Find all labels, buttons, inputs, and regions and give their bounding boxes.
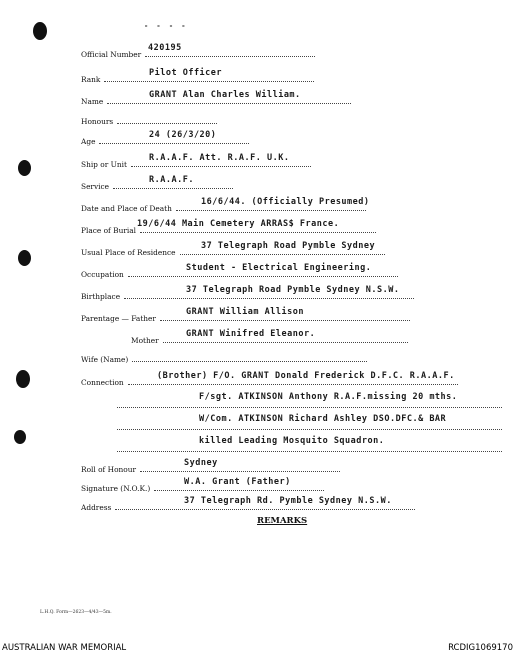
field-value: 19/6/44 Main Cemetery ARRAS$ France. bbox=[137, 219, 340, 229]
field-label: Usual Place of Residence bbox=[81, 248, 176, 257]
field-value: Student - Electrical Engineering. bbox=[186, 263, 372, 273]
field-service bbox=[81, 176, 496, 189]
field-place-of-burial bbox=[81, 220, 496, 233]
field-label: Connection bbox=[81, 378, 124, 387]
footer-bar bbox=[0, 640, 516, 654]
field-label: Honours bbox=[81, 117, 114, 126]
field-value: killed Leading Mosquito Squadron. bbox=[199, 436, 385, 446]
field-value: F/sgt. ATKINSON Anthony R.A.F.missing 20 mths. bbox=[199, 392, 458, 402]
field-label: Official Number bbox=[81, 50, 142, 59]
field-value: 24 (26/3/20) bbox=[149, 130, 217, 140]
field-label: Service bbox=[81, 182, 110, 191]
field-value: (Brother) F/O. GRANT Donald Frederick D.F.C. R.A.A.F. bbox=[157, 371, 455, 381]
field-address bbox=[81, 497, 496, 510]
field-connection bbox=[81, 372, 496, 385]
field-value: 37 Telegraph Rd. Pymble Sydney N.S.W. bbox=[184, 496, 392, 506]
field-age bbox=[81, 131, 496, 144]
punch-hole bbox=[18, 250, 31, 266]
form-footnote: L.H.Q. Form—2623—4/43—5m. bbox=[40, 610, 112, 615]
field-label: Parentage — Father bbox=[81, 314, 156, 323]
footer-id: RCDIG1069170 bbox=[448, 643, 513, 653]
field-value: GRANT William Allison bbox=[186, 307, 304, 317]
field-wife bbox=[81, 349, 496, 362]
field-value: W/Com. ATKINSON Richard Ashley DSO.DFC.& BAR bbox=[199, 414, 447, 424]
connection-line bbox=[117, 416, 502, 430]
field-value: R.A.A.F. bbox=[149, 175, 194, 185]
punch-hole bbox=[16, 370, 30, 388]
field-label: Age bbox=[81, 137, 96, 146]
field-value: 37 Telegraph Road Pymble Sydney bbox=[201, 241, 376, 251]
field-label: Name bbox=[81, 97, 104, 106]
field-label: Occupation bbox=[81, 270, 124, 279]
field-label: Address bbox=[81, 503, 112, 512]
field-value: 37 Telegraph Road Pymble Sydney N.S.W. bbox=[186, 285, 400, 295]
field-value: 420195 bbox=[148, 43, 182, 53]
field-value: 16/6/44. (Officially Presumed) bbox=[201, 197, 370, 207]
field-label: Birthplace bbox=[81, 292, 121, 301]
field-value: R.A.A.F. Att. R.A.F. U.K. bbox=[149, 153, 290, 163]
field-label: Signature (N.O.K.) bbox=[81, 484, 151, 493]
field-label: Mother bbox=[131, 336, 159, 345]
field-label: Date and Place of Death bbox=[81, 204, 172, 213]
punch-hole bbox=[33, 22, 47, 40]
field-label: Roll of Honour bbox=[81, 465, 137, 474]
field-father bbox=[81, 308, 496, 321]
field-label: Rank bbox=[81, 75, 101, 84]
connection-line bbox=[117, 438, 502, 452]
field-ship-or-unit bbox=[81, 154, 496, 167]
field-mother bbox=[131, 330, 496, 343]
punch-hole bbox=[14, 430, 26, 444]
remarks-heading: REMARKS bbox=[257, 516, 308, 526]
top-mark: - - - - bbox=[144, 22, 188, 30]
field-value: GRANT Winifred Eleanor. bbox=[186, 329, 316, 339]
connection-line bbox=[117, 394, 502, 408]
field-rank bbox=[81, 69, 496, 82]
field-honours bbox=[81, 111, 496, 124]
field-value: GRANT Alan Charles William. bbox=[149, 90, 301, 100]
field-date-place-of-death bbox=[81, 198, 496, 211]
footer-source: AUSTRALIAN WAR MEMORIAL bbox=[2, 643, 127, 653]
field-value: W.A. Grant (Father) bbox=[184, 477, 291, 487]
field-value: Pilot Officer bbox=[149, 68, 223, 78]
field-label: Place of Burial bbox=[81, 226, 136, 235]
field-value: Sydney bbox=[184, 458, 218, 468]
field-usual-residence bbox=[81, 242, 496, 255]
field-birthplace bbox=[81, 286, 496, 299]
field-roll-of-honour bbox=[81, 459, 496, 472]
field-label: Ship or Unit bbox=[81, 160, 127, 169]
field-signature bbox=[81, 478, 496, 491]
field-label: Wife (Name) bbox=[81, 355, 129, 364]
field-official-number bbox=[81, 44, 496, 57]
punch-hole bbox=[18, 160, 31, 176]
field-occupation bbox=[81, 264, 496, 277]
field-name bbox=[81, 91, 496, 104]
